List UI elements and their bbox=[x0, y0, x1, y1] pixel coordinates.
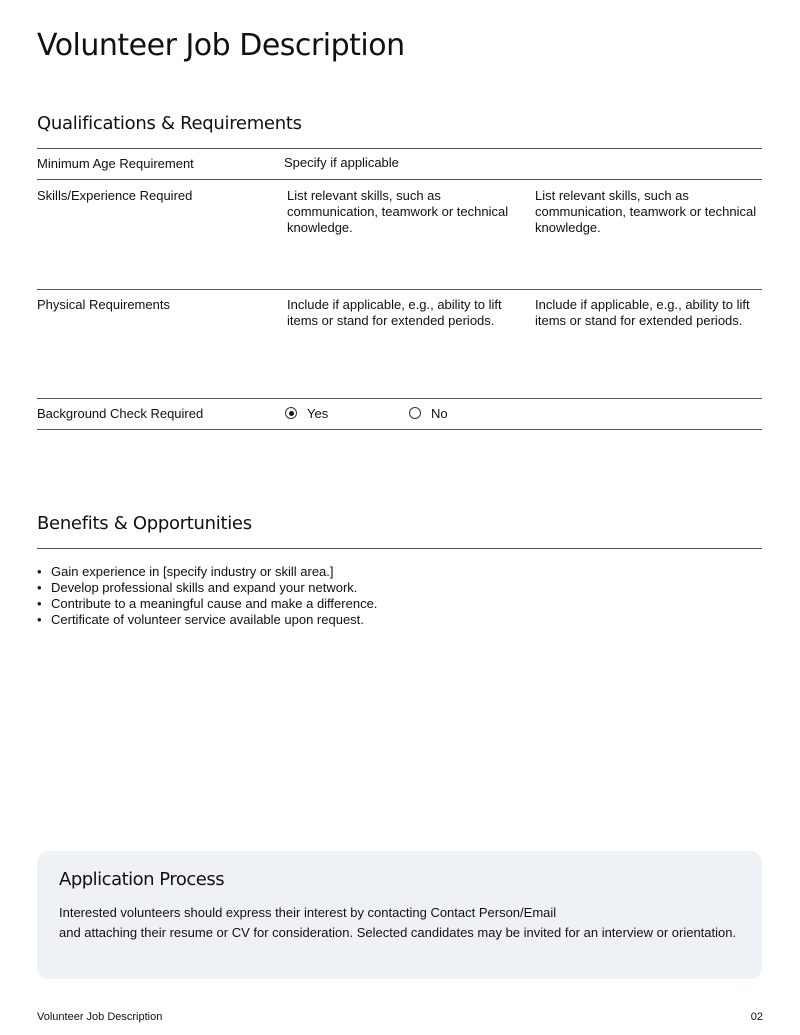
radio-no-label: No bbox=[431, 406, 448, 421]
list-item: • Contribute to a meaningful cause and make a difference. bbox=[37, 596, 377, 612]
application-heading: Application Process bbox=[59, 869, 225, 890]
divider bbox=[37, 429, 762, 430]
skills-value-1[interactable]: List relevant skills, such as communication, teamwork or technical knowledge. bbox=[287, 188, 509, 235]
skills-value-2[interactable]: List relevant skills, such as communication, teamwork or technical knowledge. bbox=[535, 188, 757, 235]
divider bbox=[37, 179, 762, 180]
physical-value-2[interactable]: Include if applicable, e.g., ability to lift items or stand for extended periods. bbox=[535, 297, 750, 328]
list-item: • Certificate of volunteer service available upon request. bbox=[37, 612, 377, 628]
application-text-line1: Interested volunteers should express their interest by contacting bbox=[59, 905, 431, 920]
row-label: Skills/Experience Required bbox=[37, 188, 193, 203]
application-text-line2: and attaching their resume or CV for consideration. Selected candidates may be invited for an interview or orientation. bbox=[59, 925, 737, 940]
radio-yes[interactable] bbox=[285, 407, 297, 419]
divider bbox=[37, 548, 762, 549]
benefits-list bbox=[37, 564, 377, 628]
row-label: Background Check Required bbox=[37, 406, 204, 421]
page-title: Volunteer Job Description bbox=[37, 28, 405, 63]
divider bbox=[37, 398, 762, 399]
application-process-card bbox=[37, 851, 762, 979]
min-age-value[interactable]: Specify if applicable bbox=[284, 155, 399, 170]
physical-value-1[interactable]: Include if applicable, e.g., ability to lift items or stand for extended periods. bbox=[287, 297, 502, 328]
list-item: • Develop professional skills and expand your network. bbox=[37, 580, 377, 596]
application-text bbox=[59, 903, 739, 943]
qualifications-heading: Qualifications & Requirements bbox=[37, 113, 302, 134]
page-number: 02 bbox=[750, 1011, 763, 1023]
row-label: Minimum Age Requirement bbox=[37, 156, 194, 171]
list-item: • Gain experience in [specify industry or skill area.] bbox=[37, 564, 377, 580]
divider bbox=[37, 148, 762, 149]
contact-person-field[interactable]: Contact Person/Email bbox=[430, 905, 557, 920]
benefits-heading: Benefits & Opportunities bbox=[37, 513, 252, 534]
row-label: Physical Requirements bbox=[37, 297, 170, 312]
radio-no[interactable] bbox=[409, 407, 421, 419]
radio-yes-label: Yes bbox=[307, 406, 329, 421]
footer-title: Volunteer Job Description bbox=[37, 1011, 163, 1023]
divider bbox=[37, 289, 762, 290]
